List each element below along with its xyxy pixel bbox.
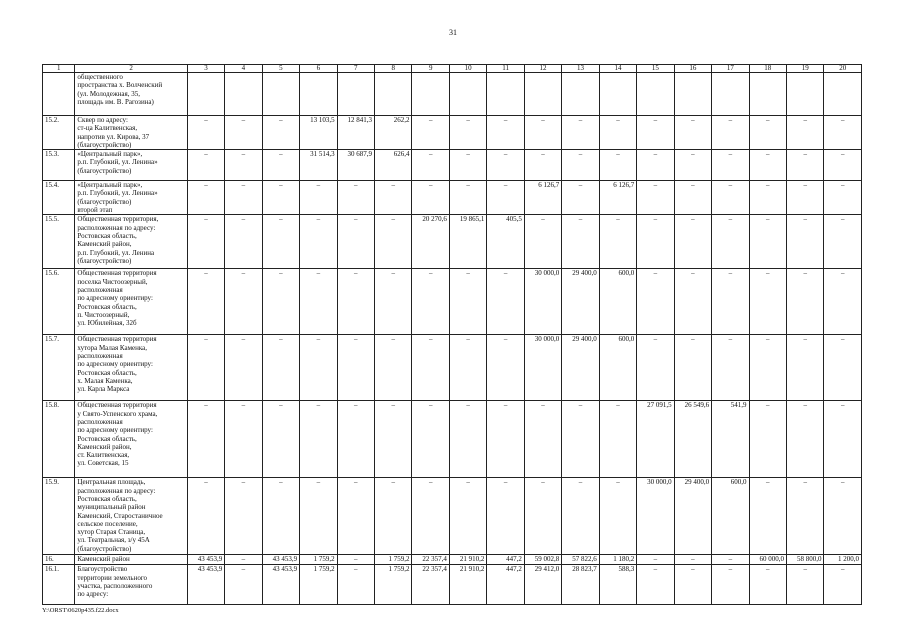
value-cell: 262,2 — [375, 116, 412, 150]
row-name-cell: «Центральный парк», р.п. Глубокий, ул. Ленина» (благоустройство) второй этап — [75, 181, 187, 215]
column-number: 15 — [637, 65, 674, 73]
value-cell: – — [487, 335, 524, 401]
table-row — [43, 335, 862, 401]
value-cell: – — [262, 150, 299, 181]
table-row — [43, 215, 862, 269]
value-cell: – — [449, 116, 486, 150]
value-cell: – — [712, 150, 749, 181]
table-row — [43, 401, 862, 478]
value-cell — [674, 73, 711, 116]
table-row — [43, 555, 862, 565]
value-cell: – — [824, 335, 862, 401]
value-cell: – — [187, 335, 224, 401]
row-number-cell: 15.6. — [43, 269, 75, 335]
column-number: 8 — [375, 65, 412, 73]
value-cell: – — [824, 478, 862, 555]
value-cell: – — [187, 181, 224, 215]
value-cell: – — [375, 478, 412, 555]
column-number: 13 — [562, 65, 599, 73]
value-cell — [262, 73, 299, 116]
value-cell: – — [487, 181, 524, 215]
value-cell: 30 000,0 — [524, 335, 561, 401]
value-cell: – — [412, 150, 449, 181]
value-cell: – — [487, 150, 524, 181]
value-cell: – — [300, 478, 337, 555]
value-cell: – — [599, 401, 636, 478]
value-cell: – — [749, 116, 786, 150]
row-number-cell: 16. — [43, 555, 75, 565]
value-cell: – — [337, 478, 374, 555]
value-cell: – — [375, 269, 412, 335]
value-cell: – — [449, 401, 486, 478]
column-number: 7 — [337, 65, 374, 73]
value-cell: – — [337, 565, 374, 605]
value-cell: – — [787, 181, 824, 215]
value-cell — [824, 73, 862, 116]
value-cell: 12 841,3 — [337, 116, 374, 150]
value-cell: 1 759,2 — [300, 555, 337, 565]
value-cell: – — [337, 335, 374, 401]
value-cell: – — [824, 269, 862, 335]
page-number: 31 — [449, 28, 457, 37]
value-cell: – — [187, 116, 224, 150]
value-cell: 43 453,9 — [262, 555, 299, 565]
value-cell: – — [412, 269, 449, 335]
value-cell: 588,3 — [599, 565, 636, 605]
value-cell: 30 687,9 — [337, 150, 374, 181]
value-cell — [300, 73, 337, 116]
row-name-cell: Каменский район — [75, 555, 187, 565]
value-cell: – — [749, 478, 786, 555]
table-row — [43, 565, 862, 605]
column-number: 16 — [674, 65, 711, 73]
value-cell: 26 549,6 — [674, 401, 711, 478]
value-cell: – — [225, 181, 262, 215]
value-cell: – — [225, 478, 262, 555]
value-cell: – — [487, 116, 524, 150]
value-cell: – — [749, 181, 786, 215]
row-name-cell: Общественная территория у Свято-Успенского храма, расположенная по адресному ориентиру: Ростовская область, Каменский район, ст. Калитвенская, ул. Советская, 15 — [75, 401, 187, 478]
value-cell: – — [674, 565, 711, 605]
value-cell: 6 126,7 — [524, 181, 561, 215]
row-name-cell: Сквер по адресу: ст-ца Калитвенская, напротив ул. Кирова, 37 (благоустройство) — [75, 116, 187, 150]
value-cell: – — [787, 215, 824, 269]
value-cell: – — [300, 181, 337, 215]
table-row — [43, 269, 862, 335]
column-number: 20 — [824, 65, 862, 73]
value-cell: – — [674, 150, 711, 181]
value-cell: – — [749, 335, 786, 401]
table-row — [43, 73, 862, 116]
column-number: 9 — [412, 65, 449, 73]
value-cell: – — [225, 150, 262, 181]
column-number: 10 — [449, 65, 486, 73]
column-number: 14 — [599, 65, 636, 73]
value-cell: – — [449, 150, 486, 181]
value-cell: 600,0 — [599, 335, 636, 401]
value-cell: 58 800,0 — [787, 555, 824, 565]
column-number: 11 — [487, 65, 524, 73]
value-cell: – — [375, 215, 412, 269]
column-number: 4 — [225, 65, 262, 73]
value-cell: – — [787, 269, 824, 335]
value-cell: – — [524, 116, 561, 150]
value-cell: – — [637, 269, 674, 335]
value-cell: – — [749, 401, 786, 478]
value-cell: 30 000,0 — [637, 478, 674, 555]
value-cell: – — [562, 401, 599, 478]
column-number-row — [43, 65, 862, 73]
value-cell: – — [824, 150, 862, 181]
value-cell: – — [787, 150, 824, 181]
value-cell: 60 000,0 — [749, 555, 786, 565]
table-row — [43, 116, 862, 150]
value-cell: – — [637, 215, 674, 269]
value-cell: – — [187, 269, 224, 335]
column-number: 18 — [749, 65, 786, 73]
value-cell: – — [749, 269, 786, 335]
value-cell — [787, 73, 824, 116]
value-cell: – — [412, 181, 449, 215]
value-cell: – — [824, 215, 862, 269]
value-cell: – — [225, 555, 262, 565]
value-cell: – — [449, 269, 486, 335]
table-row — [43, 181, 862, 215]
value-cell: – — [787, 116, 824, 150]
value-cell: – — [674, 116, 711, 150]
value-cell: 447,2 — [487, 565, 524, 605]
value-cell: – — [824, 401, 862, 478]
value-cell: – — [824, 565, 862, 605]
value-cell: – — [562, 116, 599, 150]
value-cell: – — [637, 150, 674, 181]
value-cell: – — [300, 269, 337, 335]
row-name-cell: Общественная территория, расположенная по адресу: Ростовская область, Каменский район, р.п. Глубокий, ул. Ленина (благоустройство) — [75, 215, 187, 269]
value-cell: – — [524, 478, 561, 555]
value-cell: – — [262, 116, 299, 150]
value-cell — [412, 73, 449, 116]
row-number-cell: 15.8. — [43, 401, 75, 478]
value-cell: – — [712, 335, 749, 401]
value-cell: – — [187, 478, 224, 555]
value-cell: – — [637, 565, 674, 605]
value-cell: 600,0 — [712, 478, 749, 555]
value-cell: 21 910,2 — [449, 555, 486, 565]
value-cell: – — [225, 335, 262, 401]
value-cell: – — [262, 181, 299, 215]
value-cell: – — [225, 215, 262, 269]
row-name-cell: Центральная площадь, расположенная по адресу: Ростовская область, муниципальный район Каменский, Старостаничное сельское поселение, хутор Старая Станица, ул. Театральная, з/у 45А (благоустройство) — [75, 478, 187, 555]
value-cell — [712, 73, 749, 116]
value-cell: – — [712, 269, 749, 335]
value-cell: 31 514,3 — [300, 150, 337, 181]
value-cell: 626,4 — [375, 150, 412, 181]
value-cell: – — [412, 116, 449, 150]
row-number-cell: 15.3. — [43, 150, 75, 181]
value-cell: 43 453,9 — [262, 565, 299, 605]
value-cell: 27 091,5 — [637, 401, 674, 478]
value-cell: – — [337, 269, 374, 335]
value-cell: – — [262, 335, 299, 401]
value-cell: 21 910,2 — [449, 565, 486, 605]
value-cell: 22 357,4 — [412, 565, 449, 605]
value-cell — [749, 73, 786, 116]
value-cell: – — [300, 215, 337, 269]
value-cell — [225, 73, 262, 116]
value-cell: 43 453,9 — [187, 555, 224, 565]
row-name-cell: общественного пространства х. Волченский (ул. Молодежная, 35, площадь им. В. Рагозина) — [75, 73, 187, 116]
value-cell: – — [262, 269, 299, 335]
value-cell: – — [524, 150, 561, 181]
value-cell: – — [637, 335, 674, 401]
value-cell: – — [712, 555, 749, 565]
value-cell: 447,2 — [487, 555, 524, 565]
value-cell: – — [674, 269, 711, 335]
value-cell: – — [262, 401, 299, 478]
value-cell: – — [262, 215, 299, 269]
column-number: 6 — [300, 65, 337, 73]
row-number-cell: 15.7. — [43, 335, 75, 401]
value-cell: – — [787, 401, 824, 478]
row-number-cell — [43, 73, 75, 116]
row-name-cell: «Центральный парк», р.п. Глубокий, ул. Ленина» (благоустройство) — [75, 150, 187, 181]
row-name-cell: Благоустройство территории земельного участка, расположенного по адресу: — [75, 565, 187, 605]
column-number: 17 — [712, 65, 749, 73]
value-cell: – — [187, 150, 224, 181]
column-number: 1 — [43, 65, 75, 73]
value-cell: – — [562, 215, 599, 269]
value-cell — [375, 73, 412, 116]
column-number: 19 — [787, 65, 824, 73]
value-cell: – — [187, 401, 224, 478]
row-name-cell: Общественная территория поселка Чистоозерный, расположенная по адресному ориентиру: Ростовская область, п. Чистоозерный, ул. Юбилейная, 32б — [75, 269, 187, 335]
value-cell: 1 759,2 — [375, 555, 412, 565]
value-cell: – — [637, 116, 674, 150]
value-cell — [637, 73, 674, 116]
value-cell — [524, 73, 561, 116]
row-name-cell: Общественная территория хутора Малая Каменка, расположенная по адресному ориентиру: Ростовская область, х. Малая Каменка, ул. Карла Маркса — [75, 335, 187, 401]
value-cell: 59 002,8 — [524, 555, 561, 565]
value-cell: 19 865,1 — [449, 215, 486, 269]
value-cell — [187, 73, 224, 116]
data-table — [42, 64, 862, 605]
value-cell: – — [787, 335, 824, 401]
value-cell: – — [562, 181, 599, 215]
value-cell: – — [375, 181, 412, 215]
value-cell: – — [337, 401, 374, 478]
value-cell: – — [262, 478, 299, 555]
value-cell: – — [749, 215, 786, 269]
value-cell: 13 103,5 — [300, 116, 337, 150]
table-row — [43, 478, 862, 555]
value-cell — [599, 73, 636, 116]
value-cell: – — [749, 565, 786, 605]
value-cell: – — [487, 401, 524, 478]
value-cell: – — [337, 181, 374, 215]
column-number: 2 — [75, 65, 187, 73]
value-cell: – — [524, 401, 561, 478]
value-cell: – — [449, 478, 486, 555]
value-cell: 29 400,0 — [562, 335, 599, 401]
value-cell — [487, 73, 524, 116]
value-cell: – — [300, 401, 337, 478]
value-cell: – — [787, 565, 824, 605]
value-cell: – — [187, 215, 224, 269]
value-cell: – — [637, 555, 674, 565]
value-cell: – — [225, 565, 262, 605]
value-cell: – — [712, 181, 749, 215]
value-cell: – — [524, 215, 561, 269]
value-cell: – — [225, 269, 262, 335]
value-cell: – — [562, 478, 599, 555]
value-cell: – — [562, 150, 599, 181]
value-cell: – — [599, 215, 636, 269]
value-cell: – — [749, 150, 786, 181]
column-number: 12 — [524, 65, 561, 73]
value-cell — [337, 73, 374, 116]
value-cell: – — [337, 555, 374, 565]
value-cell: – — [449, 181, 486, 215]
value-cell: – — [375, 401, 412, 478]
value-cell: – — [412, 478, 449, 555]
value-cell: 29 400,0 — [674, 478, 711, 555]
value-cell: 405,5 — [487, 215, 524, 269]
row-number-cell: 15.5. — [43, 215, 75, 269]
value-cell: 541,9 — [712, 401, 749, 478]
value-cell: 1 759,2 — [375, 565, 412, 605]
row-number-cell: 15.2. — [43, 116, 75, 150]
value-cell: – — [225, 401, 262, 478]
value-cell: – — [300, 335, 337, 401]
value-cell: 43 453,9 — [187, 565, 224, 605]
value-cell: 29 400,0 — [562, 269, 599, 335]
value-cell: – — [824, 116, 862, 150]
value-cell: – — [487, 269, 524, 335]
value-cell: – — [449, 335, 486, 401]
value-cell: 6 126,7 — [599, 181, 636, 215]
value-cell: 1 200,0 — [824, 555, 862, 565]
row-number-cell: 16.1. — [43, 565, 75, 605]
value-cell: – — [674, 215, 711, 269]
value-cell: 30 000,0 — [524, 269, 561, 335]
value-cell: – — [412, 335, 449, 401]
value-cell: 1 759,2 — [300, 565, 337, 605]
value-cell: – — [637, 181, 674, 215]
column-number: 3 — [187, 65, 224, 73]
value-cell: 29 412,0 — [524, 565, 561, 605]
table-row — [43, 150, 862, 181]
value-cell: – — [375, 335, 412, 401]
value-cell: – — [487, 478, 524, 555]
value-cell: – — [674, 181, 711, 215]
value-cell: – — [225, 116, 262, 150]
row-number-cell: 15.9. — [43, 478, 75, 555]
row-number-cell: 15.4. — [43, 181, 75, 215]
value-cell: – — [712, 215, 749, 269]
value-cell: 22 357,4 — [412, 555, 449, 565]
value-cell: – — [824, 181, 862, 215]
value-cell: – — [712, 565, 749, 605]
value-cell: – — [712, 116, 749, 150]
value-cell: 57 822,6 — [562, 555, 599, 565]
column-number: 5 — [262, 65, 299, 73]
value-cell — [449, 73, 486, 116]
value-cell: – — [674, 555, 711, 565]
value-cell: 28 823,7 — [562, 565, 599, 605]
value-cell: – — [674, 335, 711, 401]
value-cell: – — [599, 478, 636, 555]
value-cell: 20 270,6 — [412, 215, 449, 269]
value-cell: 600,0 — [599, 269, 636, 335]
value-cell: – — [337, 215, 374, 269]
value-cell: – — [599, 116, 636, 150]
value-cell: – — [412, 401, 449, 478]
value-cell: – — [787, 478, 824, 555]
value-cell — [562, 73, 599, 116]
value-cell: – — [599, 150, 636, 181]
footer-file-path: Y:\ORST\0620p435.f22.docx — [42, 607, 119, 614]
value-cell: 1 180,2 — [599, 555, 636, 565]
